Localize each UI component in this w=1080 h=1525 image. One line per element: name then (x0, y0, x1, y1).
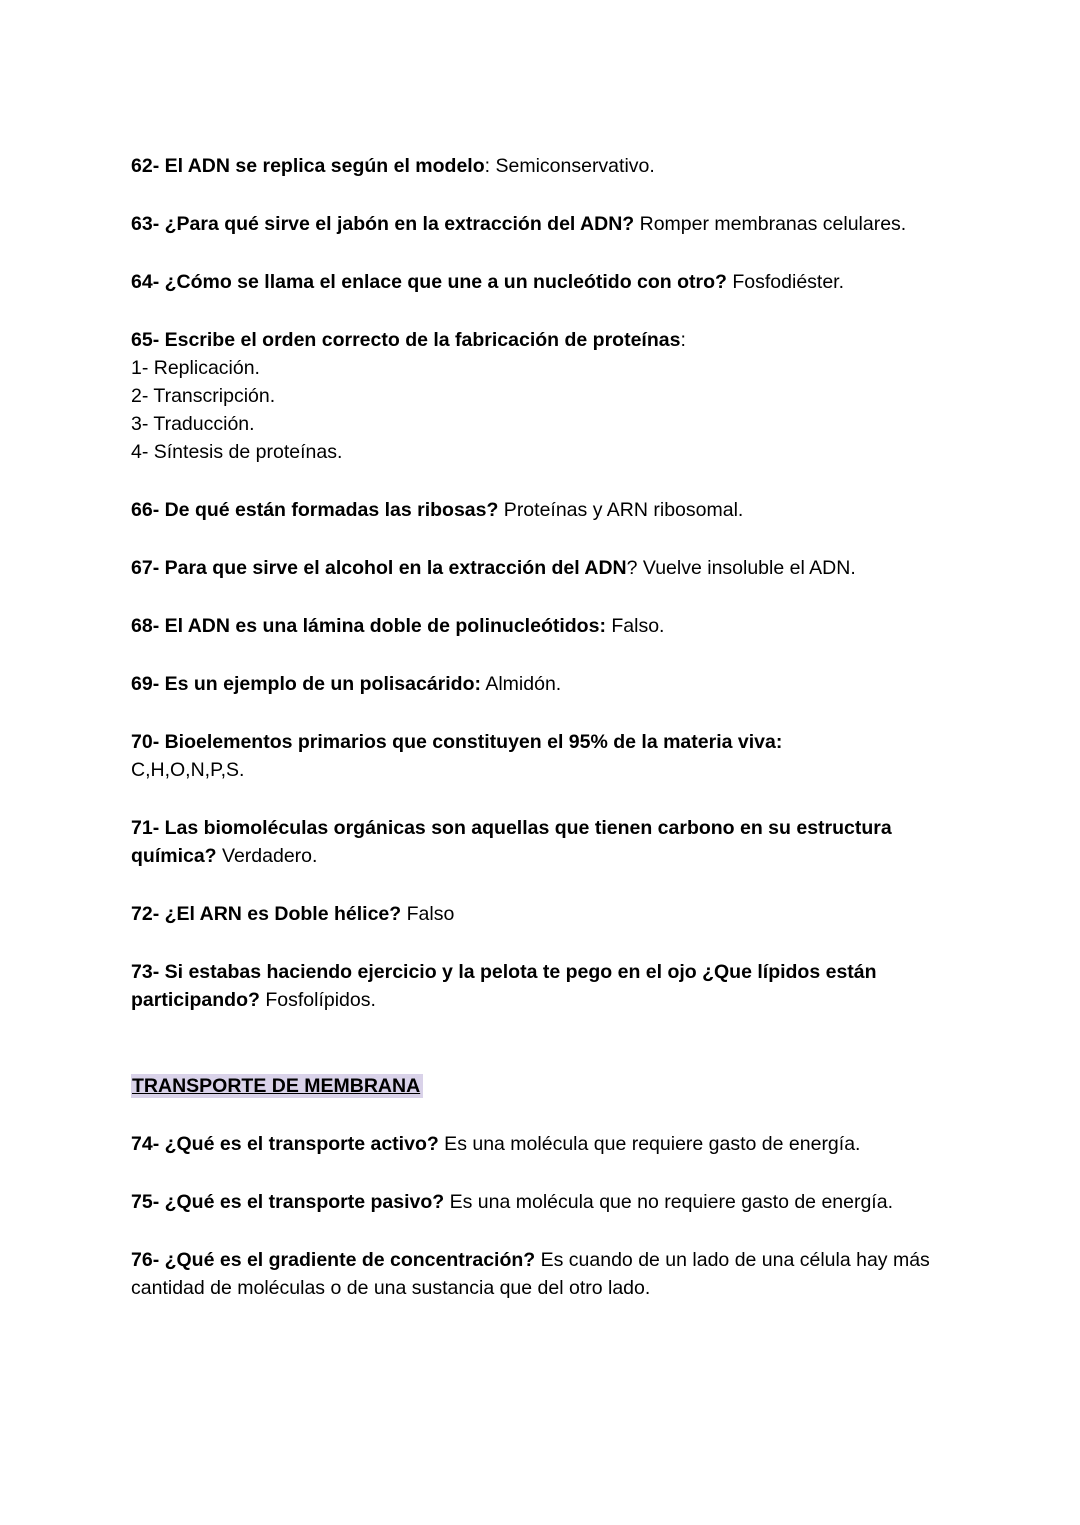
question-text: 63- ¿Para qué sirve el jabón en la extracción del ADN? (131, 213, 635, 235)
question-text: 70- Bioelementos primarios que constituyen el 95% de la materia viva: (131, 731, 783, 753)
qa-item-62 (131, 152, 950, 180)
section-heading-para (131, 1072, 950, 1100)
qa-item-71 (131, 814, 950, 870)
answer-line: 1- Replicación. (131, 357, 260, 379)
answer-text: Fosfodiéster. (726, 271, 845, 293)
qa-item-76 (131, 1246, 950, 1302)
qa-item-63 (131, 210, 950, 238)
qa-item-69 (131, 670, 950, 698)
answer-line: 3- Traducción. (131, 413, 255, 435)
answer-line: 4- Síntesis de proteínas. (131, 441, 343, 463)
qa-item-67 (131, 554, 950, 582)
question-text: 64- ¿Cómo se llama el enlace que une a un nucleótido con otro? (131, 271, 727, 293)
answer-line: C,H,O,N,P,S. (131, 759, 245, 781)
question-text: 74- ¿Qué es el transporte activo? (131, 1133, 439, 1155)
question-text: 66- De qué están formadas las ribosas? (131, 499, 499, 521)
answer-text: Es cuando de un lado de una célula hay más cantidad de moléculas o de una sustancia que del otro lado. (131, 1249, 930, 1299)
question-text: 62- El ADN se replica según el modelo (131, 155, 485, 177)
question-text: 68- El ADN es una lámina doble de polinucleótidos: (131, 615, 606, 637)
qa-item-73 (131, 958, 950, 1014)
answer-text: ? Vuelve insoluble el ADN. (626, 557, 856, 579)
question-text: 67- Para que sirve el alcohol en la extracción del ADN (131, 557, 627, 579)
answer-text: Fosfolípidos. (259, 989, 376, 1011)
answer-text: Es una molécula que no requiere gasto de energía. (444, 1191, 893, 1213)
question-text: 69- Es un ejemplo de un polisacárido: (131, 673, 481, 695)
answer-text: : Semiconservativo. (484, 155, 655, 177)
question-text: 76- ¿Qué es el gradiente de concentración? (131, 1249, 536, 1271)
answer-text: Falso (401, 903, 455, 925)
section-heading: TRANSPORTE DE MEMBRANA (131, 1074, 423, 1098)
answer-text: Falso. (605, 615, 665, 637)
document-content (131, 152, 950, 1302)
qa-item-70 (131, 728, 950, 784)
qa-item-75 (131, 1188, 950, 1216)
answer-text: Romper membranas celulares. (634, 213, 907, 235)
qa-item-66 (131, 496, 950, 524)
answer-line: 2- Transcripción. (131, 385, 276, 407)
question-text: 65- Escribe el orden correcto de la fabricación de proteínas (131, 329, 681, 351)
question-text: 71- Las biomoléculas orgánicas son aquellas que tienen carbono en su estructura química? (131, 817, 892, 867)
qa-item-64 (131, 268, 950, 296)
answer-text: Proteínas y ARN ribosomal. (498, 499, 744, 521)
question-text: 73- Si estabas haciendo ejercicio y la pelota te pego en el ojo ¿Que lípidos están participando? (131, 961, 877, 1011)
qa-item-74 (131, 1130, 950, 1158)
qa-item-72 (131, 900, 950, 928)
answer-text: Verdadero. (216, 845, 318, 867)
qa-item-68 (131, 612, 950, 640)
qa-item-65 (131, 326, 950, 466)
question-text: 72- ¿El ARN es Doble hélice? (131, 903, 402, 925)
answer-text: : (680, 329, 686, 351)
answer-text: Almidón. (481, 673, 562, 695)
answer-text: Es una molécula que requiere gasto de energía. (438, 1133, 861, 1155)
question-text: 75- ¿Qué es el transporte pasivo? (131, 1191, 445, 1213)
